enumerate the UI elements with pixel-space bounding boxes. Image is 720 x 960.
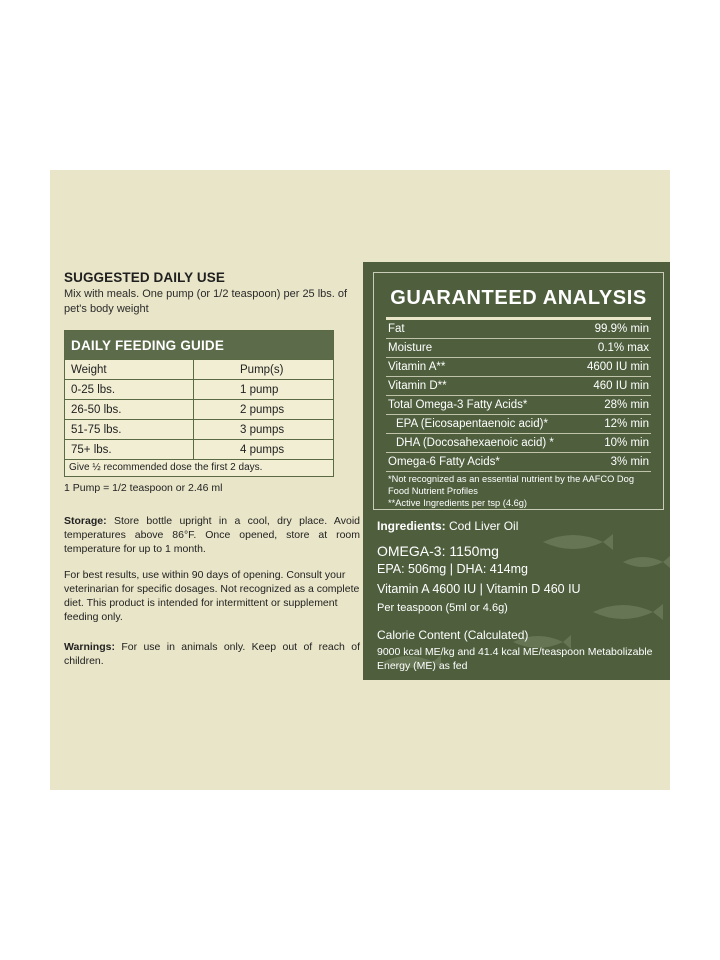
nutrient-name: Fat [388,323,405,335]
weight-cell: 0-25 lbs. [65,380,194,400]
ingredients [377,519,518,533]
pump-cell: 4 pumps [194,440,334,460]
nutrient-value: 460 IU min [593,380,649,392]
pump-cell: 3 pumps [194,420,334,440]
table-row [65,380,333,400]
footnote-aafco: *Not recognized as an essential nutrient by the AAFCO Dog Food Nutrient Profiles [388,474,634,496]
analysis-row [386,377,651,396]
guaranteed-analysis-box [373,272,664,510]
nutrient-value: 4600 IU min [586,361,649,373]
analysis-row [386,453,651,472]
storage-text [64,514,360,556]
warnings-label: Warnings: [64,641,115,653]
pumps-header: Pump(s) [194,360,334,380]
analysis-row [386,396,651,415]
table-header-row [65,360,333,380]
nutrient-value: 28% min [604,399,649,411]
ingredients-label: Ingredients: [377,519,446,533]
table-row [65,420,333,440]
nutrient-name: Vitamin A** [388,361,446,373]
nutrient-name: DHA (Docosahexaenoic acid) * [396,437,554,449]
analysis-row [386,434,651,453]
suggested-text: Mix with meals. One pump (or 1/2 teaspoon) per 25 lbs. of pet's body weight [64,288,348,315]
nutrient-value: 10% min [604,437,649,449]
analysis-row [386,339,651,358]
epa-dha: EPA: 506mg | DHA: 414mg [377,562,529,576]
analysis-footnotes [388,473,649,509]
feeding-guide-table [64,330,334,477]
storage-body: Store bottle upright in a cool, dry place. Avoid temperatures above 86°F. Once opened, store at room temperature for up to 1 month. [64,515,360,555]
vitamins: Vitamin A 4600 IU | Vitamin D 460 IU [377,582,581,596]
analysis-row [386,358,651,377]
pump-cell: 1 pump [194,380,334,400]
omega-3-total: OMEGA-3: 1150mg [377,543,499,559]
per-teaspoon: Per teaspoon (5ml or 4.6g) [377,602,508,614]
analysis-title: GUARANTEED ANALYSIS [390,287,647,309]
footnote-active: **Active Ingredients per tsp (4.6g) [388,498,528,508]
weight-cell: 75+ lbs. [65,440,194,460]
ingredients-value: Cod Liver Oil [445,519,519,533]
feeding-guide-title: DAILY FEEDING GUIDE [65,331,333,359]
nutrient-value: 3% min [610,456,649,468]
warnings-text [64,640,360,668]
nutrient-name: Moisture [388,342,433,354]
weight-cell: 26-50 lbs. [65,400,194,420]
table-row [65,400,333,420]
storage-label: Storage: [64,515,107,527]
warnings-body: For use in animals only. Keep out of reach of children. [64,641,360,667]
weight-cell: 51-75 lbs. [65,420,194,440]
suggested-title: SUGGESTED DAILY USE [64,270,225,285]
nutrient-name: Total Omega-3 Fatty Acids* [388,399,528,411]
suggested-use [64,270,360,317]
nutrient-name: EPA (Eicosapentaenoic acid)* [396,418,548,430]
calorie-title: Calorie Content (Calculated) [377,628,529,642]
analysis-panel [363,262,670,680]
nutrient-name: Vitamin D** [388,380,447,392]
nutrient-name: Omega-6 Fatty Acids* [388,456,500,468]
nutrient-value: 99.9% min [594,323,649,335]
calorie-text: 9000 kcal ME/kg and 41.4 kcal ME/teaspoon Metabolizable Energy (ME) as fed [377,646,653,672]
pump-note: 1 Pump = 1/2 teaspoon or 2.46 ml [64,482,223,494]
pump-cell: 2 pumps [194,400,334,420]
analysis-row [386,415,651,434]
nutrient-value: 12% min [604,418,649,430]
analysis-row [386,320,651,339]
weight-header: Weight [65,360,194,380]
nutrient-value: 0.1% max [597,342,649,354]
feeding-guide-note: Give ½ recommended dose the first 2 days. [65,459,333,476]
table-row [65,440,333,460]
analysis-rows [386,320,651,472]
best-results-text: For best results, use within 90 days of opening. Consult your veterinarian for specific dosages. Not recognized as a complete diet. This product is intended for intermittent or supplement feeding only. [64,569,360,623]
